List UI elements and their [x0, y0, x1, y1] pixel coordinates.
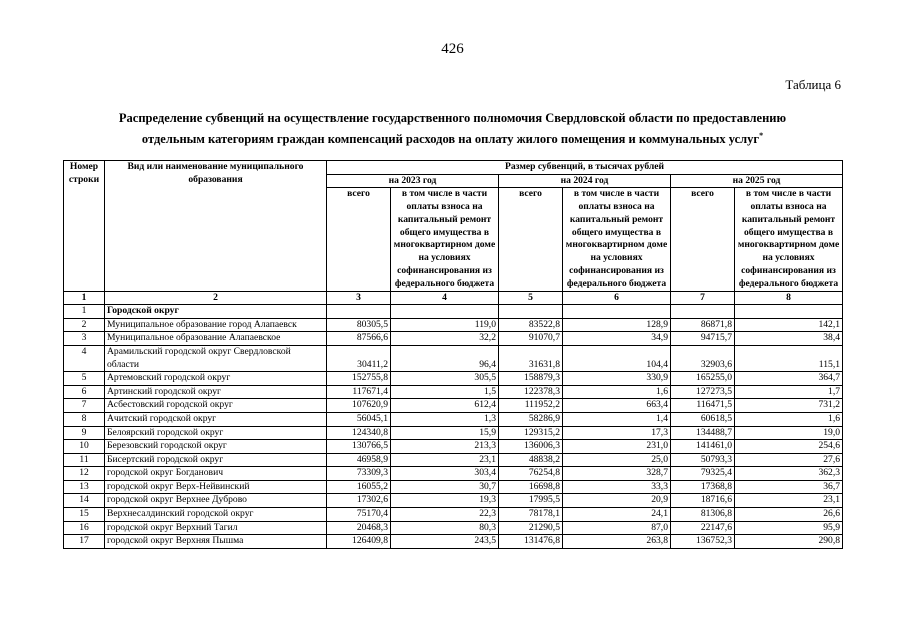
- row-number: 12: [64, 467, 105, 481]
- header-including-2024: в том числе в части оплаты взноса на капитальный ремонт общего имущества в многоквартирном доме на условиях софинансирования из федерального бюджета: [563, 188, 671, 291]
- total-2024: 78178,1: [499, 508, 563, 522]
- row-number: 8: [64, 412, 105, 426]
- capital-repair-2025: 115,1: [735, 345, 843, 371]
- total-2023: 87566,6: [327, 332, 391, 346]
- total-2024: 122378,3: [499, 385, 563, 399]
- capital-repair-2024: 330,9: [563, 372, 671, 386]
- total-2024: 16698,8: [499, 480, 563, 494]
- total-2025: 17368,8: [671, 480, 735, 494]
- table-row: [64, 535, 843, 549]
- total-2025: 136752,3: [671, 535, 735, 549]
- capital-repair-2023: 96,4: [391, 345, 499, 371]
- row-number: 4: [64, 345, 105, 371]
- total-2023: 46958,9: [327, 453, 391, 467]
- total-2024: 83522,8: [499, 318, 563, 332]
- row-number: 11: [64, 453, 105, 467]
- page-number: 426: [441, 41, 464, 57]
- total-2023: 75170,4: [327, 508, 391, 522]
- municipality-name: городской округ Верх-Нейвинский: [105, 480, 327, 494]
- total-2023: 152755,8: [327, 372, 391, 386]
- capital-repair-2023: 80,3: [391, 521, 499, 535]
- municipality-name: Бисертский городской округ: [105, 453, 327, 467]
- total-2024: 131476,8: [499, 535, 563, 549]
- capital-repair-2023: 23,1: [391, 453, 499, 467]
- capital-repair-2025: 27,6: [735, 453, 843, 467]
- table-row: [64, 480, 843, 494]
- table-row: [64, 494, 843, 508]
- column-number: 1: [64, 291, 105, 305]
- table-row: [64, 318, 843, 332]
- column-number: 5: [499, 291, 563, 305]
- capital-repair-2024: 34,9: [563, 332, 671, 346]
- total-2024: 129315,2: [499, 426, 563, 440]
- total-2023: 16055,2: [327, 480, 391, 494]
- capital-repair-2024: 87,0: [563, 521, 671, 535]
- total-2024: 158879,3: [499, 372, 563, 386]
- municipality-name: городской округ Верхняя Пышма: [105, 535, 327, 549]
- table-row: [64, 332, 843, 346]
- municipality-name: Ачитский городской округ: [105, 412, 327, 426]
- total-2023: 107620,9: [327, 399, 391, 413]
- capital-repair-2025: 1,6: [735, 412, 843, 426]
- row-number: 3: [64, 332, 105, 346]
- capital-repair-2025: 362,3: [735, 467, 843, 481]
- column-number: 7: [671, 291, 735, 305]
- footnote-mark: *: [759, 131, 764, 140]
- capital-repair-2023: 22,3: [391, 508, 499, 522]
- row-number: 14: [64, 494, 105, 508]
- table-row: [64, 412, 843, 426]
- row-number: 15: [64, 508, 105, 522]
- capital-repair-2024: 17,3: [563, 426, 671, 440]
- table-row: [64, 508, 843, 522]
- total-2024: 91070,7: [499, 332, 563, 346]
- total-2023: 124340,8: [327, 426, 391, 440]
- table-row: [64, 372, 843, 386]
- total-2025: 94715,7: [671, 332, 735, 346]
- municipality-name: Белоярский городской округ: [105, 426, 327, 440]
- row-number: 13: [64, 480, 105, 494]
- header-total-2024: всего: [499, 188, 563, 291]
- row-number: 5: [64, 372, 105, 386]
- section-row: [64, 305, 843, 319]
- table-row: [64, 467, 843, 481]
- capital-repair-2025: 38,4: [735, 332, 843, 346]
- total-2025: 22147,6: [671, 521, 735, 535]
- total-2024: 48838,2: [499, 453, 563, 467]
- capital-repair-2025: 26,6: [735, 508, 843, 522]
- subsidies-table: [63, 160, 843, 549]
- header-year-2024: на 2024 год: [499, 174, 671, 188]
- total-2025: 18716,6: [671, 494, 735, 508]
- total-2024: 21290,5: [499, 521, 563, 535]
- capital-repair-2023: 305,5: [391, 372, 499, 386]
- row-number: 17: [64, 535, 105, 549]
- capital-repair-2023: 1,3: [391, 412, 499, 426]
- column-number: 2: [105, 291, 327, 305]
- total-2024: 31631,8: [499, 345, 563, 371]
- total-2023: 56045,1: [327, 412, 391, 426]
- capital-repair-2023: 30,7: [391, 480, 499, 494]
- municipality-name-line-1: Арамильский городской округ Свердловской: [107, 345, 291, 357]
- capital-repair-2024: 33,3: [563, 480, 671, 494]
- table-title: [60, 109, 845, 148]
- total-2025: 81306,8: [671, 508, 735, 522]
- column-number: 3: [327, 291, 391, 305]
- municipality-name: городской округ Верхнее Дуброво: [105, 494, 327, 508]
- header-year-2025: на 2025 год: [671, 174, 843, 188]
- capital-repair-2025: 254,6: [735, 440, 843, 454]
- municipality-name: городской округ Богданович: [105, 467, 327, 481]
- table-row: [64, 385, 843, 399]
- municipality-name: Муниципальное образование город Алапаевск: [105, 318, 327, 332]
- municipality-name: Березовский городской округ: [105, 440, 327, 454]
- total-2023: 30411,2: [327, 345, 391, 371]
- header-total-2023: всего: [327, 188, 391, 291]
- capital-repair-2025: 36,7: [735, 480, 843, 494]
- capital-repair-2023: 213,3: [391, 440, 499, 454]
- capital-repair-2023: 32,2: [391, 332, 499, 346]
- capital-repair-2024: 20,9: [563, 494, 671, 508]
- total-2025: 86871,8: [671, 318, 735, 332]
- municipality-name: Артинский городской округ: [105, 385, 327, 399]
- capital-repair-2023: 243,5: [391, 535, 499, 549]
- capital-repair-2024: 1,4: [563, 412, 671, 426]
- row-number: 2: [64, 318, 105, 332]
- municipality-name: городской округ Верхний Тагил: [105, 521, 327, 535]
- capital-repair-2025: 731,2: [735, 399, 843, 413]
- table-row: [64, 521, 843, 535]
- total-2024: 17995,5: [499, 494, 563, 508]
- row-number: 10: [64, 440, 105, 454]
- municipality-name: Артемовский городской округ: [105, 372, 327, 386]
- title-line-2: [60, 127, 845, 148]
- total-2024: 76254,8: [499, 467, 563, 481]
- capital-repair-2025: 1,7: [735, 385, 843, 399]
- total-2023: 20468,3: [327, 521, 391, 535]
- table-row: [64, 345, 843, 371]
- total-2024: 136006,3: [499, 440, 563, 454]
- section-label: Городской округ: [105, 305, 327, 319]
- municipality-name-line-2: области: [107, 358, 140, 370]
- capital-repair-2025: 364,7: [735, 372, 843, 386]
- municipality-name: Муниципальное образование Алапаевское: [105, 332, 327, 346]
- row-number: 9: [64, 426, 105, 440]
- total-2025: 165255,0: [671, 372, 735, 386]
- capital-repair-2025: 95,9: [735, 521, 843, 535]
- capital-repair-2023: 19,3: [391, 494, 499, 508]
- row-number: 6: [64, 385, 105, 399]
- capital-repair-2024: 24,1: [563, 508, 671, 522]
- total-2025: 32903,6: [671, 345, 735, 371]
- total-2025: 60618,5: [671, 412, 735, 426]
- capital-repair-2024: 328,7: [563, 467, 671, 481]
- total-2023: 117671,4: [327, 385, 391, 399]
- capital-repair-2023: 1,5: [391, 385, 499, 399]
- capital-repair-2024: 231,0: [563, 440, 671, 454]
- total-2025: 116471,5: [671, 399, 735, 413]
- capital-repair-2023: 119,0: [391, 318, 499, 332]
- capital-repair-2024: 104,4: [563, 345, 671, 371]
- capital-repair-2023: 612,4: [391, 399, 499, 413]
- total-2024: 111952,2: [499, 399, 563, 413]
- row-number: 16: [64, 521, 105, 535]
- total-2025: 127273,5: [671, 385, 735, 399]
- table-row: [64, 399, 843, 413]
- capital-repair-2025: 142,1: [735, 318, 843, 332]
- table-row: [64, 453, 843, 467]
- column-number: 6: [563, 291, 671, 305]
- municipality-name: [105, 345, 327, 371]
- table-row: [64, 426, 843, 440]
- total-2024: 58286,9: [499, 412, 563, 426]
- header-name: Вид или наименование муниципального образования: [105, 161, 327, 292]
- total-2023: 17302,6: [327, 494, 391, 508]
- municipality-name: Асбестовский городской округ: [105, 399, 327, 413]
- capital-repair-2024: 663,4: [563, 399, 671, 413]
- capital-repair-2024: 25,0: [563, 453, 671, 467]
- capital-repair-2024: 263,8: [563, 535, 671, 549]
- capital-repair-2023: 303,4: [391, 467, 499, 481]
- title-line-1: Распределение субвенций на осуществление государственного полномочия Свердловской области по предоставлению: [118, 111, 787, 125]
- title-line-2-text: отдельным категориям граждан компенсаций расходов на оплату жилого помещения и коммунальных услуг: [141, 132, 760, 147]
- header-including-2025: в том числе в части оплаты взноса на капитальный ремонт общего имущества в многоквартирном доме на условиях софинансирования из федерального бюджета: [735, 188, 843, 291]
- capital-repair-2024: 1,6: [563, 385, 671, 399]
- column-number: 8: [735, 291, 843, 305]
- total-2025: 134488,7: [671, 426, 735, 440]
- total-2025: 50793,3: [671, 453, 735, 467]
- capital-repair-2024: 128,9: [563, 318, 671, 332]
- header-year-2023: на 2023 год: [327, 174, 499, 188]
- table-label: Таблица 6: [785, 77, 841, 92]
- row-number: 1: [64, 305, 105, 319]
- total-2025: 141461,0: [671, 440, 735, 454]
- header-total-2025: всего: [671, 188, 735, 291]
- column-number: 4: [391, 291, 499, 305]
- municipality-name: Верхнесалдинский городской округ: [105, 508, 327, 522]
- capital-repair-2025: 23,1: [735, 494, 843, 508]
- header-including-2023: в том числе в части оплаты взноса на капитальный ремонт общего имущества в многоквартирном доме на условиях софинансирования из федерального бюджета: [391, 188, 499, 291]
- capital-repair-2025: 19,0: [735, 426, 843, 440]
- capital-repair-2025: 290,8: [735, 535, 843, 549]
- total-2023: 130766,5: [327, 440, 391, 454]
- total-2023: 73309,3: [327, 467, 391, 481]
- row-number: 7: [64, 399, 105, 413]
- total-2025: 79325,4: [671, 467, 735, 481]
- capital-repair-2023: 15,9: [391, 426, 499, 440]
- header-row-number: Номер строки: [64, 161, 105, 292]
- total-2023: 80305,5: [327, 318, 391, 332]
- table-row: [64, 440, 843, 454]
- header-size: Размер субвенций, в тысячах рублей: [327, 161, 843, 175]
- total-2023: 126409,8: [327, 535, 391, 549]
